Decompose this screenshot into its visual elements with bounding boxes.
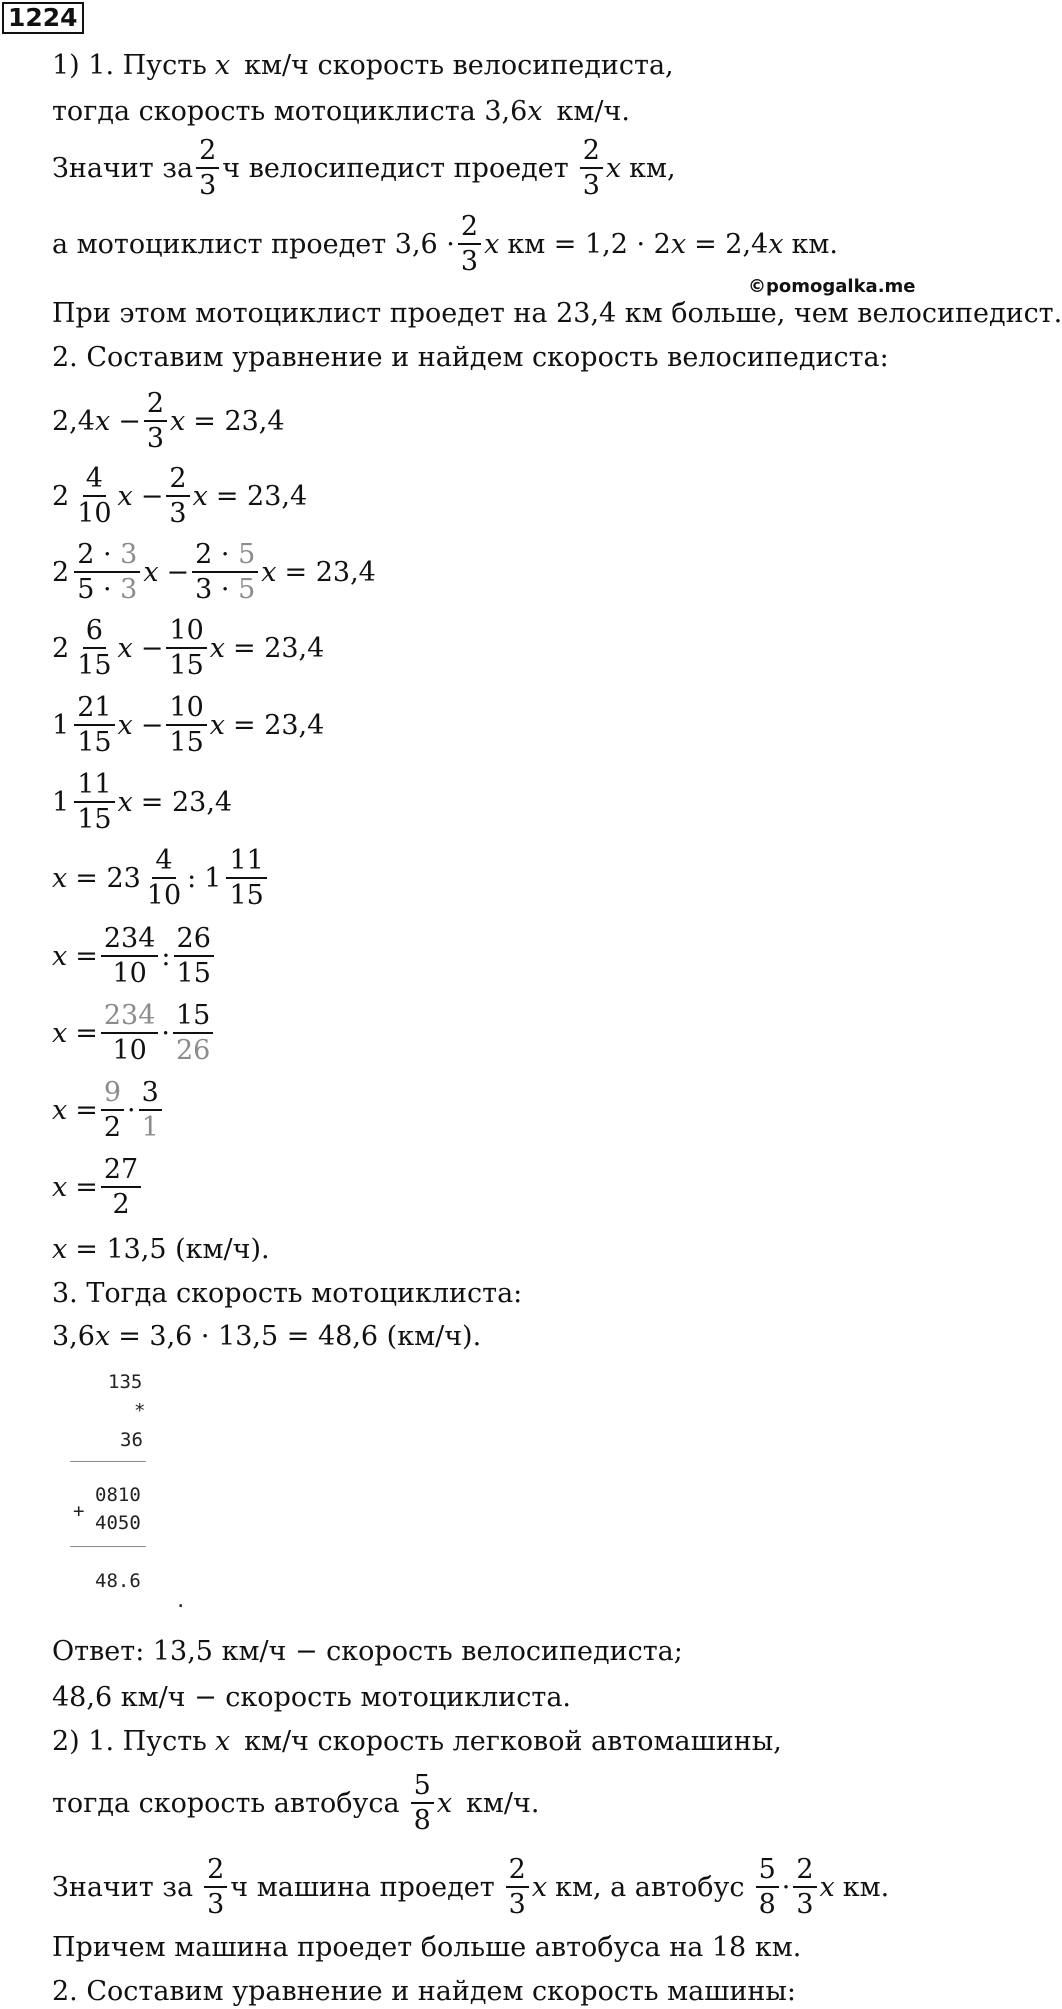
var-x: x — [209, 709, 225, 741]
fraction: $\frac{5}{8}$ — [411, 1772, 434, 1834]
text: 3,6 — [52, 1321, 95, 1352]
text: 2. Составим уравнение и найдем скорость велосипедиста: — [52, 342, 889, 373]
minus: − — [118, 405, 141, 437]
text: км. — [842, 1871, 890, 1903]
text: = 23,4 — [140, 786, 233, 818]
fraction: $\frac{2}{3}$ — [793, 1856, 816, 1918]
fraction: $\frac{11}{15}$ — [74, 771, 114, 833]
calc-row: 4050 — [95, 1512, 141, 1534]
fraction: $\frac{2 \cdot 3}{5 \cdot 3}$ — [74, 541, 140, 603]
text: км, — [629, 152, 676, 184]
var-x: x — [436, 1787, 453, 1819]
var-x: x — [52, 862, 68, 894]
var-x: x — [52, 940, 68, 972]
fraction: $\frac{10}{15}$ — [166, 617, 206, 679]
fraction: $\frac{4}{10}$ — [146, 845, 182, 911]
whole: 2 — [52, 480, 70, 512]
equation-2 — [52, 465, 307, 527]
text: тогда скорость мотоциклиста 3,6 — [52, 96, 528, 127]
answer-line-1 — [52, 1638, 683, 1665]
var-x: x — [531, 1871, 548, 1903]
equation-5 — [52, 694, 324, 756]
text: = 23,4 — [284, 556, 376, 588]
minus: − — [140, 709, 164, 741]
equation-12 — [52, 1236, 270, 1263]
problem-number: 1224 — [2, 2, 84, 34]
var-x: x — [192, 480, 208, 512]
fraction: $\frac{2}{3}$ — [196, 137, 219, 199]
p1-line-8 — [52, 1323, 481, 1350]
text: 2) 1. Пусть — [52, 1726, 207, 1757]
fraction: $\frac{5}{8}$ — [756, 1856, 779, 1918]
var-x: x — [94, 1321, 111, 1352]
var-x: x — [261, 556, 277, 588]
equation-10 — [52, 1079, 165, 1141]
var-x: x — [484, 228, 500, 260]
text: = 23,4 — [215, 480, 308, 512]
text: = 23,4 — [233, 632, 325, 664]
fraction: $\frac{3}{1}$ — [139, 1079, 162, 1141]
p1-line-5 — [52, 300, 1062, 327]
var-x: x — [670, 228, 687, 260]
whole: 1 — [52, 786, 70, 818]
text: 48,6 км/ч − скорость мотоциклиста. — [52, 1682, 572, 1713]
p2-line-3 — [52, 1856, 889, 1918]
text: = — [75, 1094, 98, 1126]
whole: 2 — [52, 632, 70, 664]
p1-line-3 — [52, 137, 676, 199]
text: км = 1,2 · 2 — [507, 228, 671, 260]
operator: : — [161, 940, 171, 972]
text: = 23,4 — [193, 405, 285, 437]
whole: 2 — [52, 556, 70, 588]
text: 2,4 — [52, 405, 95, 437]
operator: · — [781, 1871, 791, 1903]
var-x: x — [819, 1871, 835, 1903]
var-x: x — [117, 480, 133, 512]
var-x: x — [52, 1017, 68, 1049]
equation-7 — [52, 847, 270, 909]
text: Ответ: 13,5 км/ч − скорость велосипедиста; — [52, 1636, 683, 1667]
var-x: x — [52, 1171, 68, 1203]
fraction: $\frac{27}{2}$ — [101, 1156, 141, 1218]
operator: · — [127, 1094, 136, 1126]
watermark: ©pomogalka.me — [748, 276, 916, 297]
p2-line-1 — [52, 1728, 782, 1755]
var-x: x — [605, 152, 622, 184]
whole: 1 — [204, 862, 222, 894]
calc-row: 0810 — [95, 1484, 141, 1506]
text: 1) 1. Пусть — [52, 50, 207, 81]
text: Причем машина проедет больше автобуса на 18 км. — [52, 1932, 802, 1963]
var-x: x — [94, 405, 111, 437]
calc-row: 36 — [120, 1429, 143, 1451]
calc-operator: + — [73, 1500, 85, 1522]
p1-line-6 — [52, 344, 889, 371]
text: = — [75, 1017, 98, 1049]
fraction: $\frac{2 \cdot 5}{3 \cdot 5}$ — [192, 541, 258, 603]
text: 2. Составим уравнение и найдем скорость машины: — [52, 1976, 796, 2007]
var-x: x — [52, 1234, 68, 1265]
text: Значит за — [52, 152, 194, 184]
fraction: $\frac{2}{3}$ — [506, 1856, 529, 1918]
fraction: $\frac{21}{15}$ — [74, 694, 114, 756]
var-x: x — [52, 1094, 68, 1126]
calc-dot: . — [175, 1590, 187, 1612]
fraction: $\frac{26}{15}$ — [174, 925, 214, 987]
equation-11 — [52, 1156, 144, 1218]
equation-8 — [52, 925, 217, 987]
p2-line-4 — [52, 1934, 801, 1961]
var-x: x — [209, 632, 225, 664]
p1-line-4 — [52, 213, 838, 275]
p1-line-2 — [52, 98, 630, 125]
minus: − — [140, 632, 164, 664]
fraction: $\frac{2}{3}$ — [166, 465, 189, 527]
text: ч велосипедист проедет — [222, 152, 569, 184]
var-x: x — [214, 50, 231, 81]
calc-operator: * — [134, 1400, 146, 1422]
fraction: $\frac{2}{3}$ — [458, 213, 481, 275]
equation-6 — [52, 771, 232, 833]
p2-line-5 — [52, 1978, 796, 2005]
var-x: x — [117, 786, 133, 818]
text: = — [75, 940, 98, 972]
calc-divider — [70, 1461, 146, 1462]
text: При этом мотоциклист проедет на 23,4 км больше, чем велосипедист. — [52, 298, 1062, 329]
text: = 13,5 (км/ч). — [75, 1234, 270, 1265]
text: = — [75, 1171, 98, 1203]
text: ч машина проедет — [230, 1871, 495, 1903]
text: км/ч скорость велосипедиста, — [244, 50, 674, 81]
var-x: x — [214, 1726, 231, 1757]
fraction: $\frac{4}{10}$ — [77, 463, 112, 529]
fraction: $\frac{2}{3}$ — [204, 1856, 227, 1918]
text: Значит за — [52, 1871, 194, 1903]
text: км. — [791, 228, 838, 260]
text: км, а автобус — [555, 1871, 745, 1903]
fraction: $\frac{234}{10}$ — [101, 1002, 159, 1064]
text: тогда скорость автобуса — [52, 1787, 400, 1819]
p1-line-1 — [52, 52, 674, 79]
fraction: $\frac{6}{15}$ — [77, 615, 112, 681]
text: = 2,4 — [694, 228, 769, 260]
minus: − — [140, 480, 164, 512]
p2-line-2 — [52, 1772, 539, 1834]
text: км/ч. — [556, 96, 630, 127]
var-x: x — [768, 228, 784, 260]
text: = 23 — [75, 862, 141, 894]
fraction: $\frac{15}{26}$ — [173, 1002, 213, 1064]
var-x: x — [143, 556, 159, 588]
p1-line-7 — [52, 1280, 522, 1307]
equation-3 — [52, 541, 376, 603]
calc-divider — [70, 1546, 146, 1547]
var-x: x — [117, 709, 133, 741]
var-x: x — [170, 405, 186, 437]
text: = 3,6 · 13,5 = 48,6 (км/ч). — [118, 1321, 482, 1352]
equation-9 — [52, 1002, 216, 1064]
fraction: $\frac{9}{2}$ — [101, 1079, 124, 1141]
fraction: $\frac{2}{3}$ — [580, 137, 603, 199]
equation-4 — [52, 617, 324, 679]
fraction: $\frac{10}{15}$ — [166, 694, 206, 756]
fraction: $\frac{234}{10}$ — [101, 925, 159, 987]
whole: 1 — [52, 709, 70, 741]
operator: : — [187, 862, 197, 894]
calc-row: 135 — [108, 1371, 143, 1393]
fraction: $\frac{2}{3}$ — [144, 390, 167, 452]
var-x: x — [117, 632, 133, 664]
calc-result: 48.6 — [95, 1570, 141, 1592]
text: км/ч скорость легковой автомашины, — [244, 1726, 782, 1757]
minus: − — [166, 556, 190, 588]
operator: · — [161, 1017, 170, 1049]
text: 3. Тогда скорость мотоциклиста: — [52, 1278, 523, 1309]
fraction: $\frac{11}{15}$ — [226, 847, 266, 909]
text: а мотоциклист проедет 3,6 · — [52, 228, 455, 260]
equation-1 — [52, 390, 285, 452]
text: км/ч. — [466, 1787, 540, 1819]
text: = 23,4 — [233, 709, 325, 741]
answer-line-2 — [52, 1684, 571, 1711]
var-x: x — [527, 96, 543, 127]
